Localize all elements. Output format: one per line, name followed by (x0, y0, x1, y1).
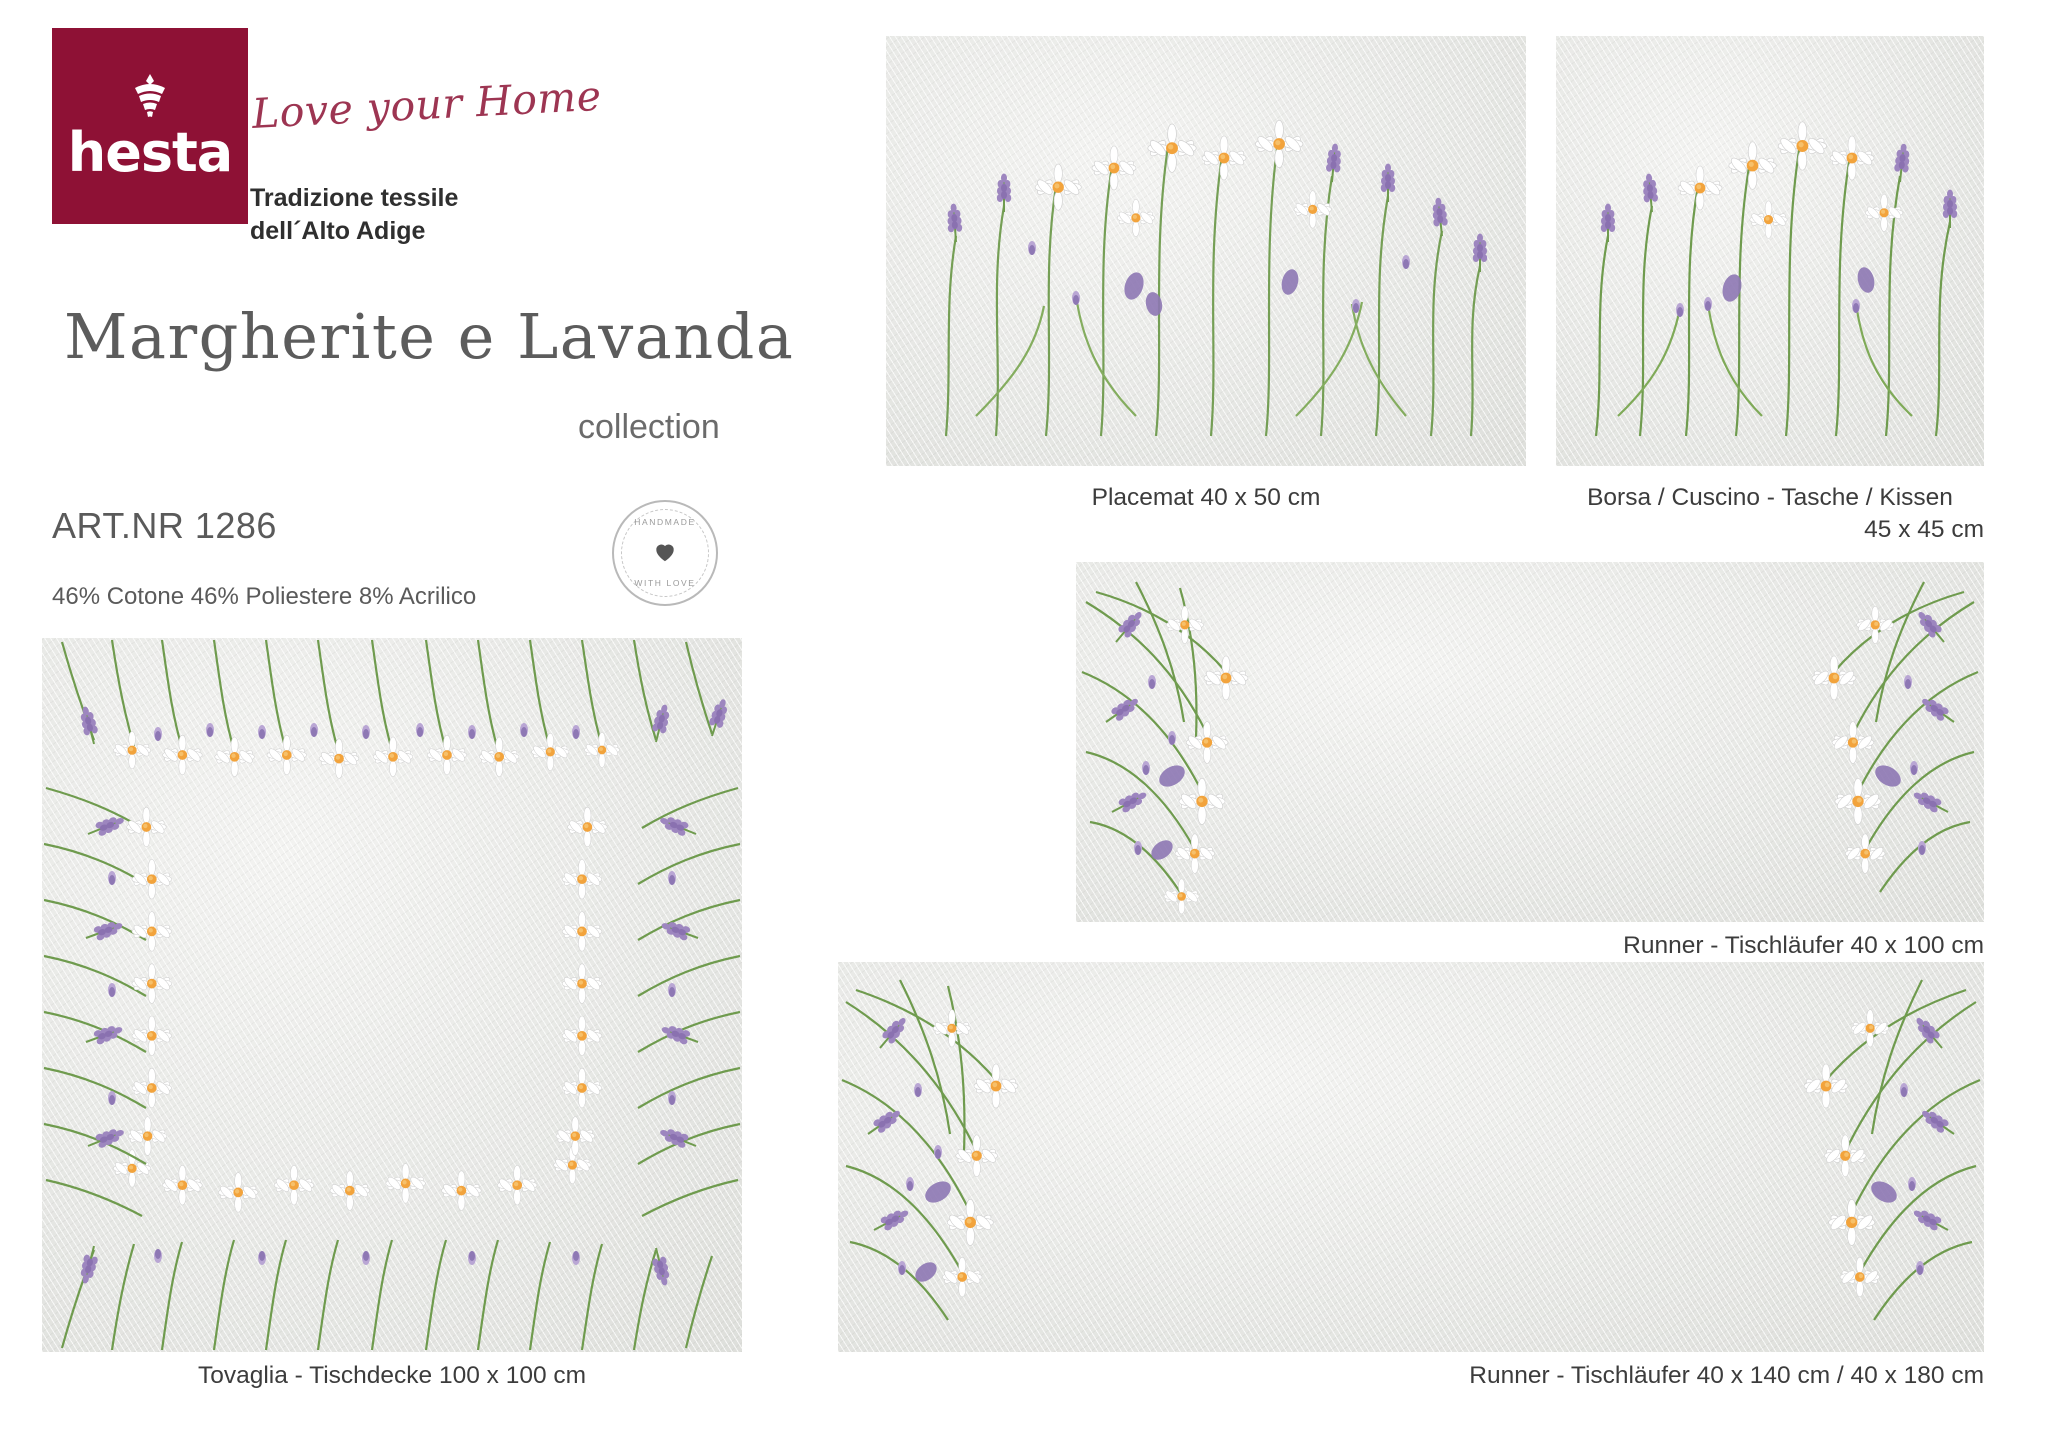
brand-subtitle-line2: dell´Alto Adige (250, 217, 426, 245)
product-image-placemat (886, 36, 1526, 466)
caption-bag-cushion-size: 45 x 45 cm (1864, 516, 1984, 543)
caption-runner-100: Runner - Tischläufer 40 x 100 cm (1623, 932, 1984, 959)
embroidery-artwork (42, 638, 742, 1352)
brand-logo-block (52, 28, 248, 224)
collection-title: Margherite e Lavanda (64, 300, 795, 373)
brand-logo-wordmark: hesta (67, 121, 233, 184)
stamp-bottom-text: WITH LOVE (634, 578, 696, 588)
embroidery-artwork (838, 962, 1984, 1352)
embroidery-artwork (886, 36, 1526, 466)
brand-subtitle (250, 182, 458, 248)
brand-tagline: Love your Home (250, 71, 603, 138)
product-image-tablecloth (42, 638, 742, 1352)
product-image-runner-100 (1076, 562, 1984, 922)
caption-tablecloth: Tovaglia - Tischdecke 100 x 100 cm (197, 1362, 587, 1389)
embroidery-artwork (1556, 36, 1984, 466)
fabric-composition: 46% Cotone 46% Poliestere 8% Acrilico (52, 583, 477, 610)
product-image-bag-cushion (1556, 36, 1984, 466)
article-number: ART.NR 1286 (52, 505, 277, 546)
stamp-top-text: HANDMADE (634, 517, 696, 527)
caption-runner-140-180: Runner - Tischläufer 40 x 140 cm / 40 x 180 cm (1469, 1362, 1984, 1389)
heart-icon (652, 538, 678, 564)
crown-monogram-icon (127, 72, 173, 124)
handmade-stamp (612, 500, 718, 606)
embroidery-artwork (1076, 562, 1984, 922)
product-image-runner-140-180 (838, 962, 1984, 1352)
brand-subtitle-line1: Tradizione tessile (250, 184, 459, 212)
collection-subtitle: collection (578, 408, 720, 446)
caption-bag-cushion: Borsa / Cuscino - Tasche / Kissen (1587, 484, 1953, 511)
caption-placemat: Placemat 40 x 50 cm (1091, 484, 1321, 511)
